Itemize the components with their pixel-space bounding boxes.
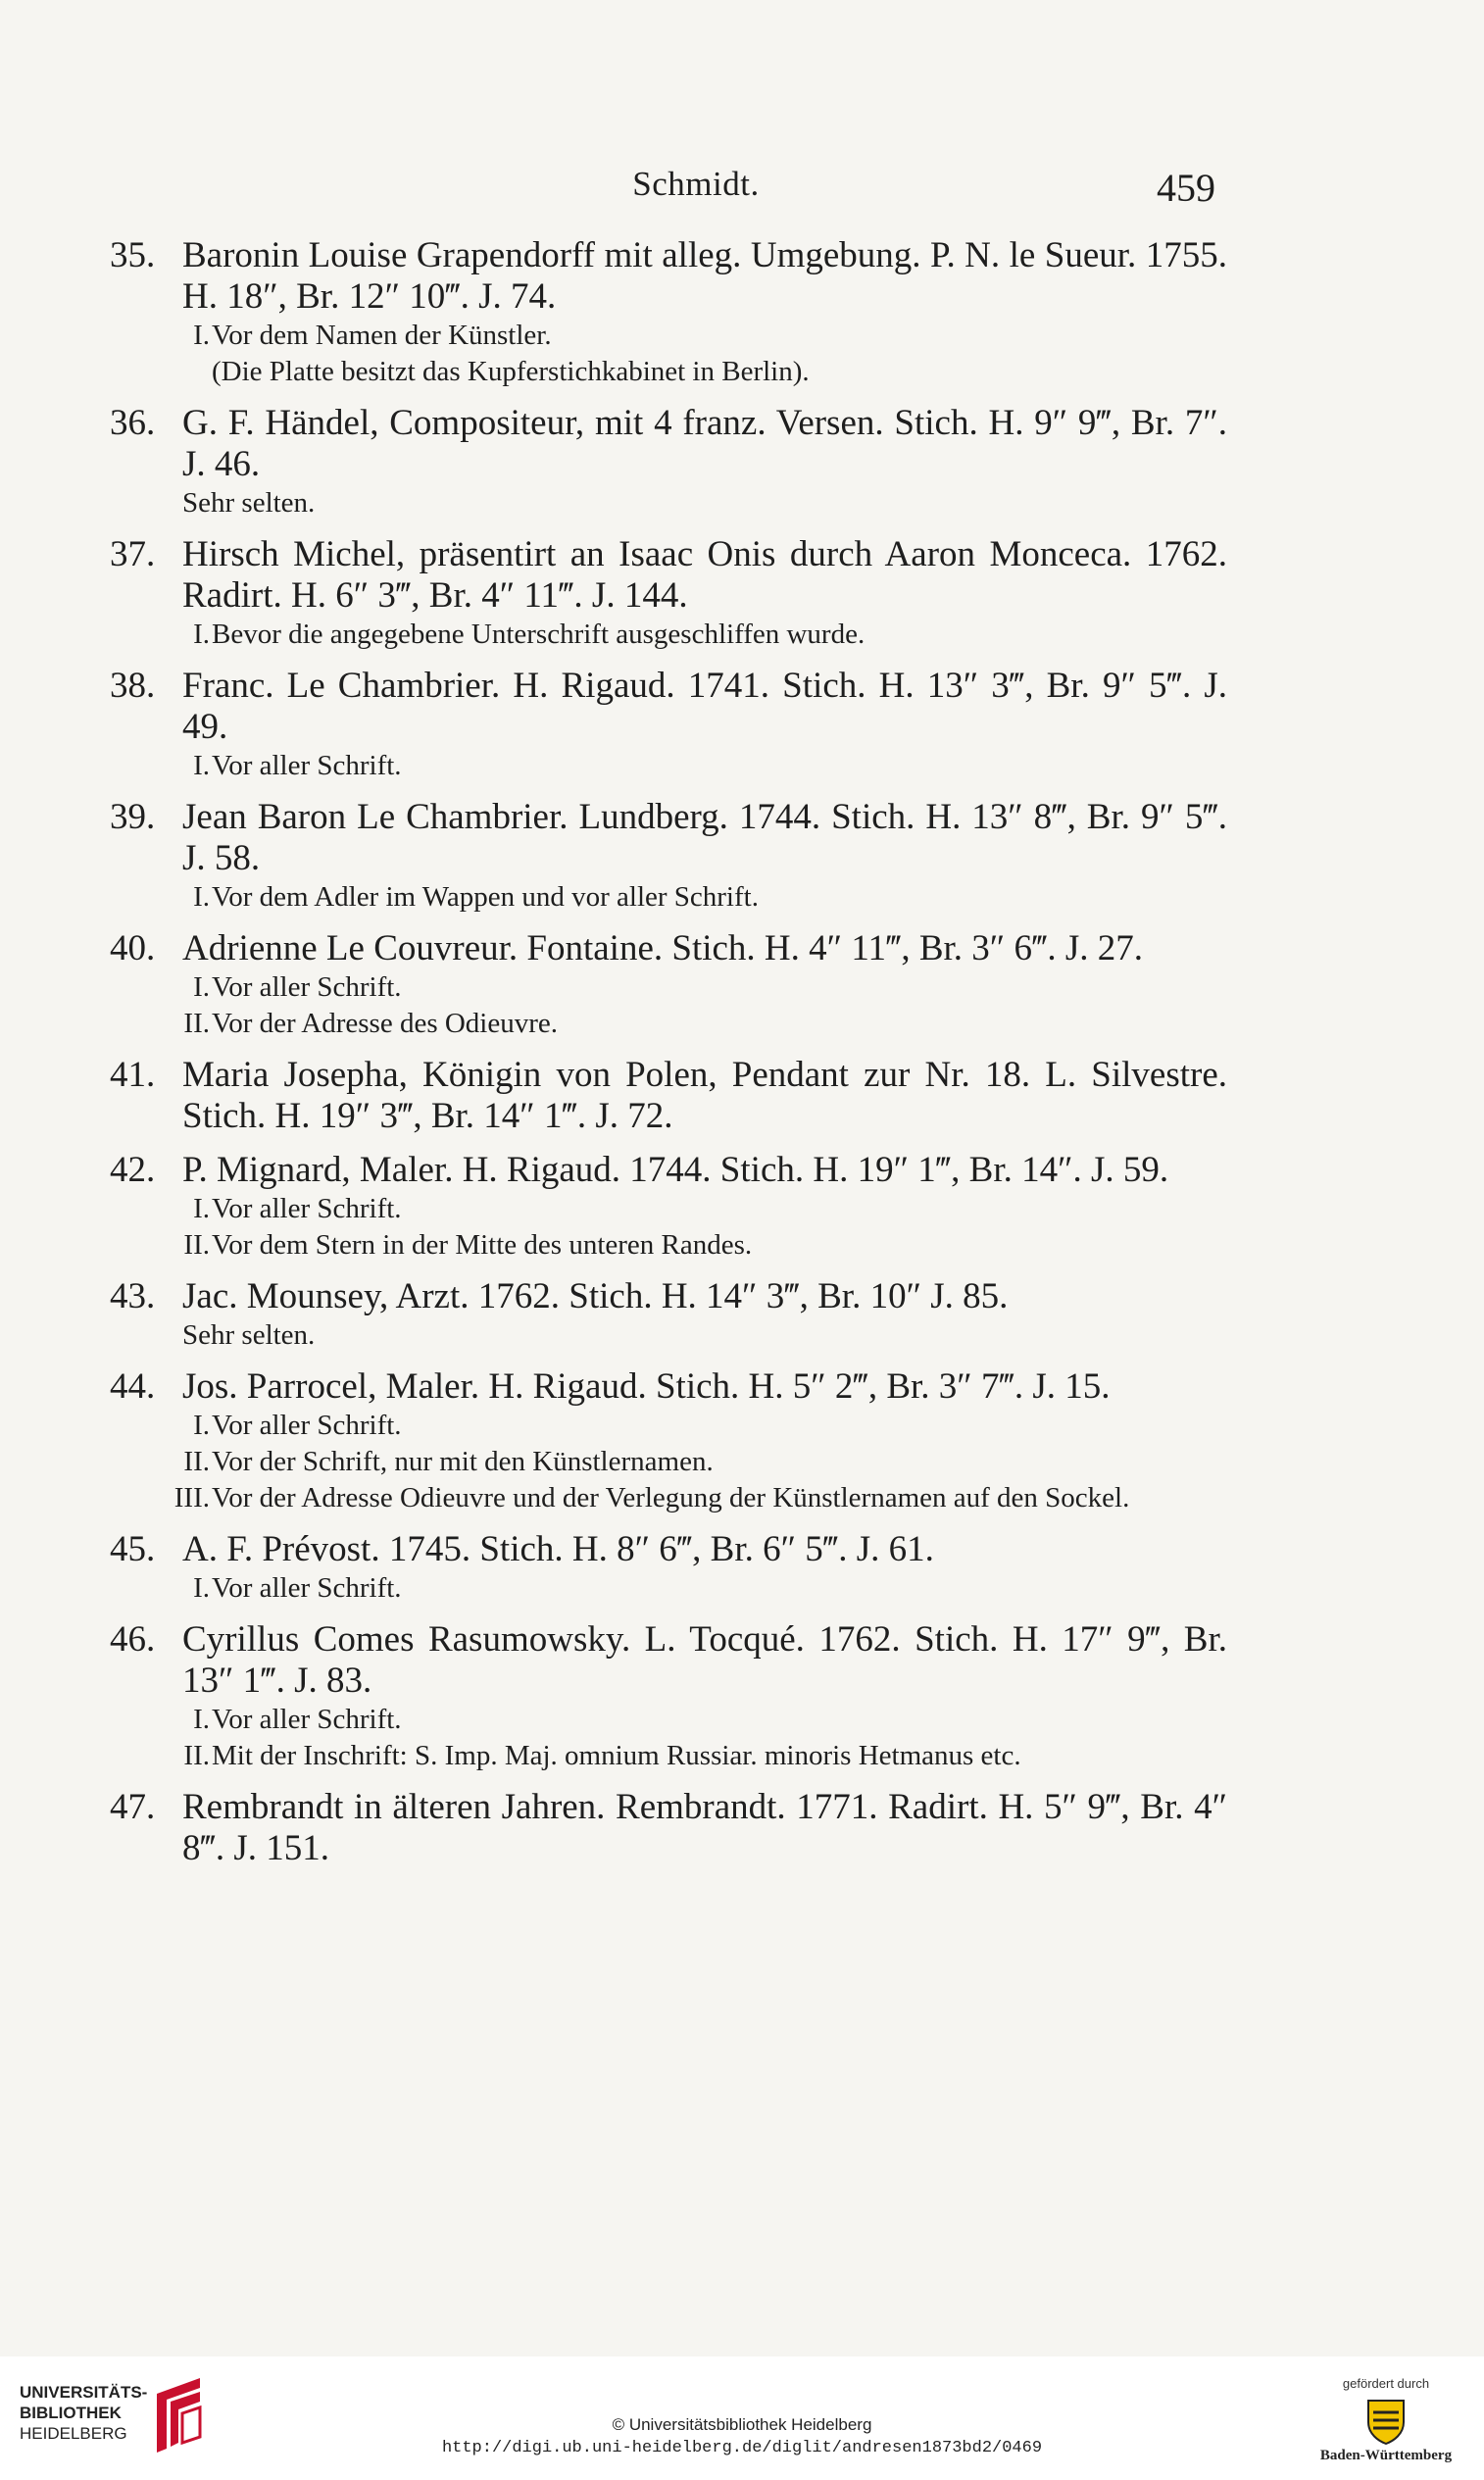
state-note: III. Vor der Adresse Odieuvre und der Verlegung der Künstlernamen auf den Sockel.: [173, 1482, 1130, 1513]
catalog-entry: [110, 1529, 1227, 1607]
entry-text: Adrienne Le Couvreur. Fontaine. Stich. H. 4″ 11‴, Br. 3″ 6‴. J. 27.: [182, 928, 1144, 968]
entry-text: Jean Baron Le Chambrier. Lundberg. 1744. Stich. H. 13″ 8‴, Br. 9″ 5‴. J. 58.: [182, 797, 1227, 878]
entry-text: Maria Josepha, Königin von Polen, Pendant zur Nr. 18. L. Silvestre. Stich. H. 19″ 3‴, Br. 14″ 1‴. J. 72.: [182, 1055, 1227, 1136]
state-note: (Die Platte besitzt das Kupferstichkabinet in Berlin).: [212, 356, 810, 387]
copyright-notice: © Universitätsbibliothek Heidelberg: [612, 2415, 872, 2434]
catalog-entry: [110, 1619, 1227, 1774]
state-note: I. Vor dem Adler im Wappen und vor aller Schrift.: [193, 881, 759, 913]
catalog-entry: [110, 928, 1227, 1042]
entry-number: 44.: [110, 1366, 156, 1407]
entry-number: 41.: [110, 1055, 156, 1095]
funder-logo[interactable]: gefördert durch Baden-Württemberg: [1319, 2376, 1453, 2463]
state-note: II. Vor der Adresse des Odieuvre.: [183, 1008, 559, 1039]
header-title: Schmidt.: [632, 165, 760, 203]
catalog-entry: [110, 534, 1227, 653]
entry-number: 45.: [110, 1529, 156, 1569]
state-note: I. Vor dem Namen der Künstler.: [193, 320, 552, 351]
catalog-entries: [110, 235, 1227, 1882]
state-note: I. Bevor die angegebene Unterschrift ausgeschliffen wurde.: [193, 619, 866, 650]
catalog-entry: [110, 1150, 1227, 1264]
remark-note: Sehr selten.: [182, 1319, 316, 1351]
catalog-entry: [110, 1366, 1227, 1516]
entry-text: Rembrandt in älteren Jahren. Rembrandt. 1771. Radirt. H. 5″ 9‴, Br. 4″ 8‴. J. 151.: [182, 1787, 1227, 1868]
state-note: II. Mit der Inschrift: S. Imp. Maj. omnium Russiar. minoris Hetmanus etc.: [183, 1740, 1021, 1771]
catalog-entry: [110, 403, 1227, 521]
entry-text: P. Mignard, Maler. H. Rigaud. 1744. Stich. H. 19″ 1‴, Br. 14″. J. 59.: [182, 1150, 1169, 1190]
entry-number: 42.: [110, 1150, 156, 1190]
coat-of-arms-icon: [1364, 2397, 1408, 2446]
entry-number: 35.: [110, 235, 156, 275]
catalog-entry: [110, 1276, 1227, 1354]
state-note: II. Vor dem Stern in der Mitte des unteren Randes.: [183, 1229, 753, 1261]
entry-number: 47.: [110, 1787, 156, 1827]
state-note: I. Vor aller Schrift.: [193, 971, 402, 1003]
entry-number: 46.: [110, 1619, 156, 1660]
entry-number: 43.: [110, 1276, 156, 1316]
state-note: I. Vor aller Schrift.: [193, 750, 402, 781]
entry-number: 40.: [110, 928, 156, 968]
entry-text: A. F. Prévost. 1745. Stich. H. 8″ 6‴, Br. 6″ 5‴. J. 61.: [182, 1529, 934, 1569]
entry-text: Jac. Mounsey, Arzt. 1762. Stich. H. 14″ 3‴, Br. 10″ J. 85.: [182, 1276, 1009, 1316]
state-note: I. Vor aller Schrift.: [193, 1704, 402, 1735]
entry-number: 37.: [110, 534, 156, 574]
catalog-entry: [110, 1787, 1227, 1869]
catalog-entry: [110, 666, 1227, 784]
entry-text: G. F. Händel, Compositeur, mit 4 franz. Versen. Stich. H. 9″ 9‴, Br. 7″. J. 46.: [182, 403, 1227, 484]
state-note: I. Vor aller Schrift.: [193, 1572, 402, 1604]
remark-note: Sehr selten.: [182, 487, 316, 519]
library-logo[interactable]: UNIVERSITÄTS- BIBLIOTHEK HEIDELBERG: [20, 2372, 216, 2470]
catalog-entry: [110, 235, 1227, 390]
catalog-entry: [110, 797, 1227, 916]
state-note: II. Vor der Schrift, nur mit den Künstlernamen.: [183, 1446, 714, 1477]
digitization-footer: [0, 2356, 1484, 2480]
entry-text: Baronin Louise Grapendorff mit alleg. Umgebung. P. N. le Sueur. 1755. H. 18″, Br. 12″ 10‴. J. 74.: [182, 235, 1227, 317]
state-note: I. Vor aller Schrift.: [193, 1410, 402, 1441]
page-number: 459: [1157, 166, 1215, 210]
entry-text: Franc. Le Chambrier. H. Rigaud. 1741. Stich. H. 13″ 3‴, Br. 9″ 5‴. J. 49.: [182, 666, 1227, 747]
entry-number: 38.: [110, 666, 156, 706]
catalog-entry: [110, 1055, 1227, 1137]
running-header: [176, 165, 1215, 214]
state-note: I. Vor aller Schrift.: [193, 1193, 402, 1224]
entry-number: 39.: [110, 797, 156, 837]
entry-text: Cyrillus Comes Rasumowsky. L. Tocqué. 1762. Stich. H. 17″ 9‴, Br. 13″ 1‴. J. 83.: [182, 1619, 1227, 1701]
entry-text: Jos. Parrocel, Maler. H. Rigaud. Stich. H. 5″ 2‴, Br. 3″ 7‴. J. 15.: [182, 1366, 1111, 1407]
permalink[interactable]: http://digi.ub.uni-heidelberg.de/diglit/andresen1873bd2/0469: [441, 2439, 1043, 2457]
entry-number: 36.: [110, 403, 156, 443]
entry-text: Hirsch Michel, präsentirt an Isaac Onis durch Aaron Monceca. 1762. Radirt. H. 6″ 3‴, Br. 4″ 11‴. J. 144.: [182, 534, 1227, 616]
